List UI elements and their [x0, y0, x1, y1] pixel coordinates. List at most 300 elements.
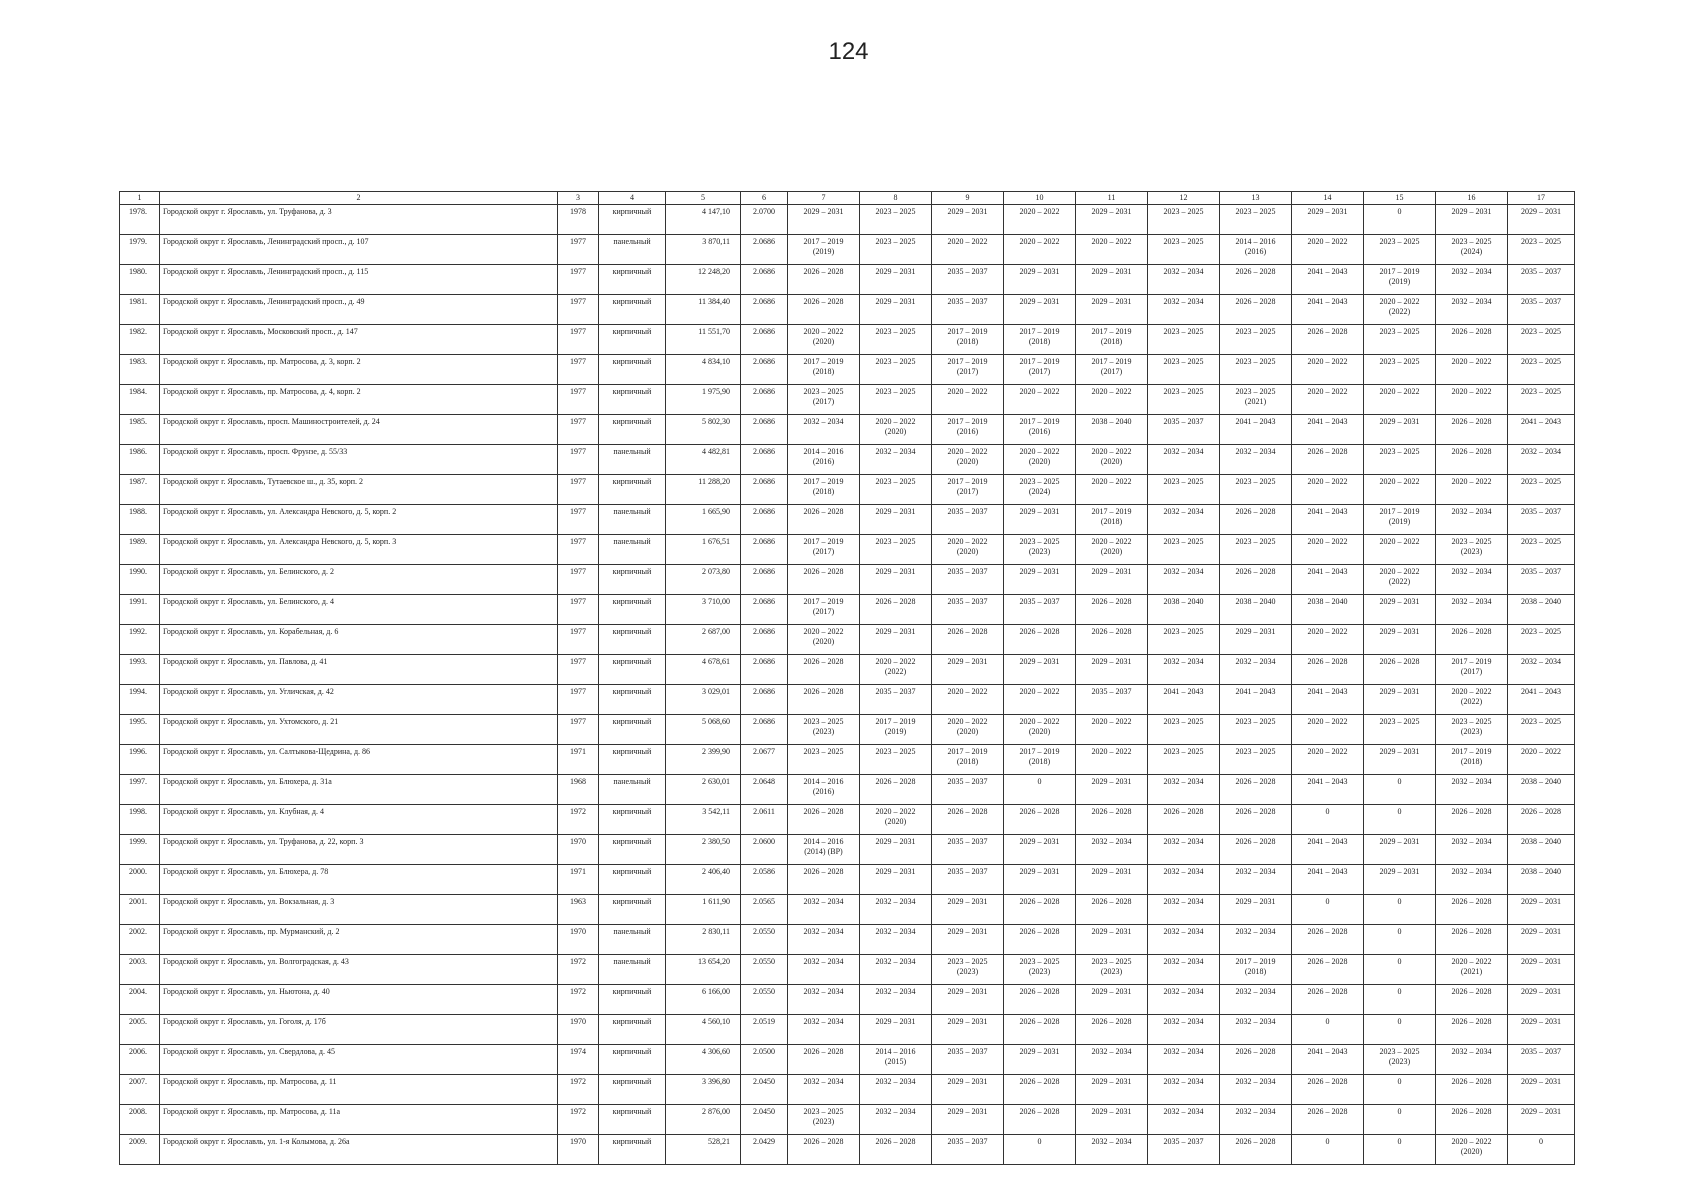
address-cell: Городской округ г. Ярославль, просп. Машиностроителей, д. 24: [160, 415, 558, 445]
table-row: [120, 1045, 1575, 1075]
repair-period-cell-col-13: 2023 – 2025: [1220, 535, 1292, 565]
repair-period-cell-col-9: 2035 – 2037: [932, 505, 1004, 535]
table-row: [120, 895, 1575, 925]
table-row: [120, 1015, 1575, 1045]
repair-period-cell-col-16: 2026 – 2028: [1436, 925, 1508, 955]
table-row: [120, 205, 1575, 235]
repair-period-cell-col-16: 2026 – 2028: [1436, 895, 1508, 925]
table-row: [120, 775, 1575, 805]
repair-period-cell-col-8: 2023 – 2025: [860, 745, 932, 775]
repair-period-cell-col-14: 2020 – 2022: [1292, 535, 1364, 565]
repair-period-cell-col-11: 2023 – 2025 (2023): [1076, 955, 1148, 985]
repair-period-cell-col-10: 2020 – 2022 (2020): [1004, 715, 1076, 745]
repair-period-cell-col-13: 2032 – 2034: [1220, 865, 1292, 895]
area-cell: 11 551,70: [666, 325, 741, 355]
repair-period-cell-col-11: 2038 – 2040: [1076, 415, 1148, 445]
repair-period-cell-col-14: 2038 – 2040: [1292, 595, 1364, 625]
repair-period-cell-col-8: 2020 – 2022 (2020): [860, 805, 932, 835]
repair-period-cell-col-10: 2029 – 2031: [1004, 655, 1076, 685]
repair-period-cell-col-17: 2029 – 2031: [1508, 205, 1575, 235]
repair-period-cell-col-15: 2023 – 2025: [1364, 235, 1436, 265]
area-cell: 4 560,10: [666, 1015, 741, 1045]
address-cell: Городской округ г. Ярославль, ул. Труфанова, д. 3: [160, 205, 558, 235]
table-row: [120, 505, 1575, 535]
repair-period-cell-col-12: 2023 – 2025: [1148, 745, 1220, 775]
repair-period-cell-col-11: 2029 – 2031: [1076, 565, 1148, 595]
area-cell: 2 073,80: [666, 565, 741, 595]
row-number-cell: 1980.: [120, 265, 160, 295]
repair-period-cell-col-7: 2014 – 2016 (2016): [788, 775, 860, 805]
repair-period-cell-col-12: 2023 – 2025: [1148, 715, 1220, 745]
address-cell: Городской округ г. Ярославль, ул. Корабельная, д. 6: [160, 625, 558, 655]
repair-period-cell-col-12: 2032 – 2034: [1148, 295, 1220, 325]
coefficient-cell: 2.0611: [741, 805, 788, 835]
wall-material-cell: кирпичный: [599, 1015, 666, 1045]
repair-period-cell-col-15: 2029 – 2031: [1364, 745, 1436, 775]
repair-period-cell-col-8: 2029 – 2031: [860, 295, 932, 325]
coefficient-cell: 2.0686: [741, 445, 788, 475]
repair-period-cell-col-16: 2026 – 2028: [1436, 1075, 1508, 1105]
year-built-cell: 1970: [558, 835, 599, 865]
coefficient-cell: 2.0686: [741, 475, 788, 505]
address-cell: Городской округ г. Ярославль, ул. Ухтомского, д. 21: [160, 715, 558, 745]
repair-period-cell-col-9: 2029 – 2031: [932, 985, 1004, 1015]
year-built-cell: 1974: [558, 1045, 599, 1075]
repair-period-cell-col-13: 2026 – 2028: [1220, 505, 1292, 535]
wall-material-cell: панельный: [599, 775, 666, 805]
repair-period-cell-col-17: 2029 – 2031: [1508, 955, 1575, 985]
row-number-cell: 2009.: [120, 1135, 160, 1165]
repair-period-cell-col-8: 2023 – 2025: [860, 235, 932, 265]
repair-period-cell-col-17: 2023 – 2025: [1508, 325, 1575, 355]
repair-period-cell-col-15: 0: [1364, 775, 1436, 805]
repair-period-cell-col-15: 0: [1364, 1015, 1436, 1045]
wall-material-cell: панельный: [599, 445, 666, 475]
repair-period-cell-col-17: 2023 – 2025: [1508, 535, 1575, 565]
repair-period-cell-col-7: 2017 – 2019 (2017): [788, 595, 860, 625]
column-header-3: 3: [558, 192, 599, 205]
repair-period-cell-col-15: 2029 – 2031: [1364, 835, 1436, 865]
repair-period-cell-col-10: 2023 – 2025 (2023): [1004, 535, 1076, 565]
repair-period-cell-col-16: 2020 – 2022 (2020): [1436, 1135, 1508, 1165]
repair-period-cell-col-17: 2038 – 2040: [1508, 775, 1575, 805]
table-row: [120, 415, 1575, 445]
address-cell: Городской округ г. Ярославль, ул. Белинского, д. 2: [160, 565, 558, 595]
repair-period-cell-col-15: 2023 – 2025: [1364, 445, 1436, 475]
year-built-cell: 1970: [558, 1135, 599, 1165]
repair-period-cell-col-16: 2020 – 2022 (2022): [1436, 685, 1508, 715]
coefficient-cell: 2.0450: [741, 1105, 788, 1135]
column-header-7: 7: [788, 192, 860, 205]
area-cell: 1 975,90: [666, 385, 741, 415]
area-cell: 528,21: [666, 1135, 741, 1165]
repair-period-cell-col-11: 2035 – 2037: [1076, 685, 1148, 715]
year-built-cell: 1977: [558, 325, 599, 355]
repair-period-cell-col-16: 2020 – 2022: [1436, 385, 1508, 415]
year-built-cell: 1972: [558, 955, 599, 985]
repair-period-cell-col-11: 2026 – 2028: [1076, 805, 1148, 835]
year-built-cell: 1977: [558, 265, 599, 295]
wall-material-cell: кирпичный: [599, 1135, 666, 1165]
area-cell: 2 830,11: [666, 925, 741, 955]
repair-period-cell-col-12: 2032 – 2034: [1148, 265, 1220, 295]
repair-period-cell-col-13: 2032 – 2034: [1220, 1105, 1292, 1135]
address-cell: Городской округ г. Ярославль, ул. Вокзальная, д. 3: [160, 895, 558, 925]
coefficient-cell: 2.0686: [741, 235, 788, 265]
repair-period-cell-col-11: 2029 – 2031: [1076, 1105, 1148, 1135]
repair-period-cell-col-8: 2023 – 2025: [860, 205, 932, 235]
repair-period-cell-col-12: 2038 – 2040: [1148, 595, 1220, 625]
repair-period-cell-col-8: 2026 – 2028: [860, 1135, 932, 1165]
repair-period-cell-col-15: 0: [1364, 955, 1436, 985]
repair-period-cell-col-7: 2026 – 2028: [788, 865, 860, 895]
repair-period-cell-col-14: 2020 – 2022: [1292, 625, 1364, 655]
repair-period-cell-col-7: 2032 – 2034: [788, 895, 860, 925]
coefficient-cell: 2.0519: [741, 1015, 788, 1045]
repair-period-cell-col-13: 2032 – 2034: [1220, 1075, 1292, 1105]
repair-period-cell-col-17: 2029 – 2031: [1508, 1075, 1575, 1105]
repair-period-cell-col-7: 2026 – 2028: [788, 655, 860, 685]
repair-period-cell-col-9: 2020 – 2022 (2020): [932, 445, 1004, 475]
area-cell: 2 630,01: [666, 775, 741, 805]
wall-material-cell: кирпичный: [599, 865, 666, 895]
repair-period-cell-col-14: 2026 – 2028: [1292, 325, 1364, 355]
repair-period-cell-col-13: 2032 – 2034: [1220, 1015, 1292, 1045]
repair-period-cell-col-11: 2020 – 2022 (2020): [1076, 445, 1148, 475]
repair-period-cell-col-7: 2017 – 2019 (2017): [788, 535, 860, 565]
coefficient-cell: 2.0686: [741, 505, 788, 535]
repair-period-cell-col-9: 2017 – 2019 (2018): [932, 325, 1004, 355]
repair-period-cell-col-8: 2026 – 2028: [860, 775, 932, 805]
wall-material-cell: кирпичный: [599, 625, 666, 655]
address-cell: Городской округ г. Ярославль, ул. Труфанова, д. 22, корп. 3: [160, 835, 558, 865]
repair-period-cell-col-14: 2026 – 2028: [1292, 985, 1364, 1015]
repair-period-cell-col-7: 2026 – 2028: [788, 1135, 860, 1165]
repair-period-cell-col-11: 2020 – 2022: [1076, 385, 1148, 415]
column-header-12: 12: [1148, 192, 1220, 205]
table-row: [120, 1075, 1575, 1105]
repair-period-cell-col-15: 2017 – 2019 (2019): [1364, 265, 1436, 295]
repair-period-cell-col-10: 2020 – 2022: [1004, 685, 1076, 715]
repair-period-cell-col-12: 2032 – 2034: [1148, 1045, 1220, 1075]
repair-period-cell-col-16: 2032 – 2034: [1436, 295, 1508, 325]
repair-period-cell-col-13: 2041 – 2043: [1220, 415, 1292, 445]
coefficient-cell: 2.0686: [741, 295, 788, 325]
row-number-cell: 1978.: [120, 205, 160, 235]
repair-period-cell-col-16: 2020 – 2022: [1436, 475, 1508, 505]
area-cell: 3 542,11: [666, 805, 741, 835]
repair-period-cell-col-9: 2029 – 2031: [932, 925, 1004, 955]
repair-period-cell-col-9: 2029 – 2031: [932, 1075, 1004, 1105]
repair-period-cell-col-10: 2026 – 2028: [1004, 1105, 1076, 1135]
year-built-cell: 1977: [558, 385, 599, 415]
repair-period-cell-col-9: 2029 – 2031: [932, 895, 1004, 925]
repair-period-cell-col-17: 2020 – 2022: [1508, 745, 1575, 775]
column-header-14: 14: [1292, 192, 1364, 205]
year-built-cell: 1970: [558, 925, 599, 955]
repair-period-cell-col-13: 2038 – 2040: [1220, 595, 1292, 625]
repair-period-cell-col-15: 0: [1364, 1105, 1436, 1135]
row-number-cell: 2002.: [120, 925, 160, 955]
wall-material-cell: кирпичный: [599, 205, 666, 235]
address-cell: Городской округ г. Ярославль, пр. Матросова, д. 11а: [160, 1105, 558, 1135]
coefficient-cell: 2.0686: [741, 625, 788, 655]
year-built-cell: 1977: [558, 625, 599, 655]
year-built-cell: 1963: [558, 895, 599, 925]
repair-period-cell-col-13: 2029 – 2031: [1220, 625, 1292, 655]
address-cell: Городской округ г. Ярославль, пр. Матросова, д. 11: [160, 1075, 558, 1105]
repair-period-cell-col-15: 2020 – 2022: [1364, 385, 1436, 415]
repair-period-cell-col-13: 2026 – 2028: [1220, 835, 1292, 865]
address-cell: Городской округ г. Ярославль, ул. Александра Невского, д. 5, корп. 3: [160, 535, 558, 565]
repair-period-cell-col-13: 2026 – 2028: [1220, 1135, 1292, 1165]
row-number-cell: 2004.: [120, 985, 160, 1015]
column-header-1: 1: [120, 192, 160, 205]
table-row: [120, 715, 1575, 745]
repair-period-cell-col-10: 2026 – 2028: [1004, 985, 1076, 1015]
repair-period-cell-col-8: 2029 – 2031: [860, 625, 932, 655]
repair-period-cell-col-16: 2032 – 2034: [1436, 835, 1508, 865]
repair-period-cell-col-16: 2026 – 2028: [1436, 1015, 1508, 1045]
repair-period-cell-col-14: 2041 – 2043: [1292, 415, 1364, 445]
column-header-15: 15: [1364, 192, 1436, 205]
repair-period-cell-col-10: 2017 – 2019 (2018): [1004, 745, 1076, 775]
repair-period-cell-col-7: 2014 – 2016 (2016): [788, 445, 860, 475]
repair-period-cell-col-15: 0: [1364, 895, 1436, 925]
area-cell: 2 876,00: [666, 1105, 741, 1135]
address-cell: Городской округ г. Ярославль, ул. Клубная, д. 4: [160, 805, 558, 835]
year-built-cell: 1977: [558, 475, 599, 505]
repair-period-cell-col-15: 2026 – 2028: [1364, 655, 1436, 685]
coefficient-cell: 2.0686: [741, 355, 788, 385]
repair-period-cell-col-13: 2023 – 2025: [1220, 745, 1292, 775]
repair-period-cell-col-10: 2029 – 2031: [1004, 565, 1076, 595]
repair-period-cell-col-11: 2020 – 2022: [1076, 475, 1148, 505]
repair-period-cell-col-10: 0: [1004, 775, 1076, 805]
repair-period-cell-col-9: 2017 – 2019 (2016): [932, 415, 1004, 445]
repair-period-cell-col-14: 2041 – 2043: [1292, 1045, 1364, 1075]
repair-period-cell-col-10: 2023 – 2025 (2024): [1004, 475, 1076, 505]
repair-period-cell-col-15: 2020 – 2022 (2022): [1364, 565, 1436, 595]
repair-period-cell-col-16: 2032 – 2034: [1436, 775, 1508, 805]
repair-period-cell-col-9: 2026 – 2028: [932, 805, 1004, 835]
repair-period-cell-col-8: 2023 – 2025: [860, 475, 932, 505]
repair-period-cell-col-11: 2029 – 2031: [1076, 985, 1148, 1015]
table-row: [120, 595, 1575, 625]
repair-period-cell-col-8: 2032 – 2034: [860, 955, 932, 985]
repair-period-cell-col-14: 2020 – 2022: [1292, 235, 1364, 265]
repair-period-cell-col-11: 2029 – 2031: [1076, 1075, 1148, 1105]
repair-period-cell-col-11: 2032 – 2034: [1076, 1135, 1148, 1165]
repair-period-cell-col-10: 2029 – 2031: [1004, 835, 1076, 865]
year-built-cell: 1972: [558, 1105, 599, 1135]
repair-period-cell-col-14: 2020 – 2022: [1292, 745, 1364, 775]
repair-period-cell-col-16: 2017 – 2019 (2017): [1436, 655, 1508, 685]
row-number-cell: 2007.: [120, 1075, 160, 1105]
repair-period-cell-col-8: 2029 – 2031: [860, 1015, 932, 1045]
repair-period-cell-col-16: 2023 – 2025 (2023): [1436, 535, 1508, 565]
row-number-cell: 1979.: [120, 235, 160, 265]
row-number-cell: 2001.: [120, 895, 160, 925]
wall-material-cell: кирпичный: [599, 895, 666, 925]
area-cell: 1 676,51: [666, 535, 741, 565]
address-cell: Городской округ г. Ярославль, пр. Мурманский, д. 2: [160, 925, 558, 955]
repair-period-cell-col-12: 2023 – 2025: [1148, 475, 1220, 505]
row-number-cell: 1985.: [120, 415, 160, 445]
repair-period-cell-col-17: 0: [1508, 1135, 1575, 1165]
address-cell: Городской округ г. Ярославль, ул. Павлова, д. 41: [160, 655, 558, 685]
row-number-cell: 1993.: [120, 655, 160, 685]
repair-period-cell-col-12: 2032 – 2034: [1148, 1075, 1220, 1105]
repair-period-cell-col-17: 2035 – 2037: [1508, 1045, 1575, 1075]
repair-period-cell-col-7: 2023 – 2025 (2023): [788, 1105, 860, 1135]
repair-period-cell-col-14: 2041 – 2043: [1292, 865, 1364, 895]
row-number-cell: 1999.: [120, 835, 160, 865]
repair-period-cell-col-16: 2026 – 2028: [1436, 1105, 1508, 1135]
wall-material-cell: панельный: [599, 535, 666, 565]
repair-period-cell-col-11: 2029 – 2031: [1076, 205, 1148, 235]
row-number-cell: 1990.: [120, 565, 160, 595]
repair-period-cell-col-17: 2023 – 2025: [1508, 715, 1575, 745]
repair-period-cell-col-11: 2026 – 2028: [1076, 895, 1148, 925]
repair-period-cell-col-16: 2023 – 2025 (2024): [1436, 235, 1508, 265]
repair-period-cell-col-17: 2032 – 2034: [1508, 655, 1575, 685]
wall-material-cell: кирпичный: [599, 595, 666, 625]
row-number-cell: 1996.: [120, 745, 160, 775]
repair-period-cell-col-10: 2029 – 2031: [1004, 865, 1076, 895]
repair-period-cell-col-14: 0: [1292, 1015, 1364, 1045]
year-built-cell: 1977: [558, 685, 599, 715]
address-cell: Городской округ г. Ярославль, ул. Гоголя, д. 17б: [160, 1015, 558, 1045]
repair-period-cell-col-12: 2032 – 2034: [1148, 895, 1220, 925]
row-number-cell: 1991.: [120, 595, 160, 625]
area-cell: 4 678,61: [666, 655, 741, 685]
repair-period-cell-col-14: 2020 – 2022: [1292, 715, 1364, 745]
repair-period-cell-col-12: 2032 – 2034: [1148, 565, 1220, 595]
repair-period-cell-col-17: 2029 – 2031: [1508, 895, 1575, 925]
address-cell: Городской округ г. Ярославль, ул. Блюхера, д. 31а: [160, 775, 558, 805]
column-header-16: 16: [1436, 192, 1508, 205]
repair-period-cell-col-13: 2023 – 2025 (2021): [1220, 385, 1292, 415]
area-cell: 2 687,00: [666, 625, 741, 655]
repair-period-cell-col-7: 2023 – 2025 (2017): [788, 385, 860, 415]
coefficient-cell: 2.0429: [741, 1135, 788, 1165]
table-row: [120, 655, 1575, 685]
year-built-cell: 1977: [558, 505, 599, 535]
repair-period-cell-col-16: 2020 – 2022 (2021): [1436, 955, 1508, 985]
repair-period-cell-col-9: 2035 – 2037: [932, 1045, 1004, 1075]
repair-period-cell-col-7: 2020 – 2022 (2020): [788, 625, 860, 655]
repair-period-cell-col-15: 2029 – 2031: [1364, 595, 1436, 625]
column-header-17: 17: [1508, 192, 1575, 205]
year-built-cell: 1977: [558, 595, 599, 625]
repair-period-cell-col-10: 2029 – 2031: [1004, 295, 1076, 325]
repair-period-cell-col-13: 2032 – 2034: [1220, 925, 1292, 955]
coefficient-cell: 2.0686: [741, 595, 788, 625]
repair-period-cell-col-13: 2023 – 2025: [1220, 325, 1292, 355]
address-cell: Городской округ г. Ярославль, просп. Фрунзе, д. 55/33: [160, 445, 558, 475]
repair-period-cell-col-8: 2035 – 2037: [860, 685, 932, 715]
year-built-cell: 1977: [558, 715, 599, 745]
repair-period-cell-col-17: 2038 – 2040: [1508, 865, 1575, 895]
wall-material-cell: панельный: [599, 925, 666, 955]
repair-period-cell-col-12: 2023 – 2025: [1148, 535, 1220, 565]
repair-period-cell-col-7: 2026 – 2028: [788, 565, 860, 595]
repair-period-cell-col-12: 2035 – 2037: [1148, 415, 1220, 445]
row-number-cell: 1997.: [120, 775, 160, 805]
year-built-cell: 1977: [558, 655, 599, 685]
repair-period-cell-col-17: 2023 – 2025: [1508, 385, 1575, 415]
table-row: [120, 385, 1575, 415]
repair-period-cell-col-17: 2026 – 2028: [1508, 805, 1575, 835]
repair-period-cell-col-16: 2026 – 2028: [1436, 805, 1508, 835]
repair-period-cell-col-12: 2023 – 2025: [1148, 235, 1220, 265]
repair-period-cell-col-13: 2023 – 2025: [1220, 205, 1292, 235]
table-row: [120, 355, 1575, 385]
year-built-cell: 1968: [558, 775, 599, 805]
repair-period-cell-col-11: 2017 – 2019 (2018): [1076, 325, 1148, 355]
repair-period-cell-col-7: 2014 – 2016 (2014) (ВР): [788, 835, 860, 865]
table-row: [120, 445, 1575, 475]
repair-period-cell-col-12: 2035 – 2037: [1148, 1135, 1220, 1165]
row-number-cell: 2005.: [120, 1015, 160, 1045]
repair-period-cell-col-16: 2032 – 2034: [1436, 865, 1508, 895]
repair-period-cell-col-10: 2017 – 2019 (2016): [1004, 415, 1076, 445]
repair-period-cell-col-8: 2032 – 2034: [860, 1075, 932, 1105]
repair-period-cell-col-16: 2032 – 2034: [1436, 265, 1508, 295]
repair-period-cell-col-13: 2026 – 2028: [1220, 805, 1292, 835]
row-number-cell: 1984.: [120, 385, 160, 415]
repair-period-cell-col-14: 2041 – 2043: [1292, 835, 1364, 865]
coefficient-cell: 2.0550: [741, 925, 788, 955]
repair-period-cell-col-12: 2023 – 2025: [1148, 625, 1220, 655]
column-header-11: 11: [1076, 192, 1148, 205]
table-row: [120, 265, 1575, 295]
repair-period-cell-col-11: 2020 – 2022: [1076, 745, 1148, 775]
repair-period-cell-col-11: 2029 – 2031: [1076, 295, 1148, 325]
repair-period-cell-col-11: 2029 – 2031: [1076, 265, 1148, 295]
repair-period-cell-col-13: 2017 – 2019 (2018): [1220, 955, 1292, 985]
repair-period-cell-col-15: 2020 – 2022: [1364, 535, 1436, 565]
repair-period-cell-col-8: 2023 – 2025: [860, 355, 932, 385]
row-number-cell: 2003.: [120, 955, 160, 985]
repair-period-cell-col-8: 2023 – 2025: [860, 385, 932, 415]
repair-period-cell-col-17: 2023 – 2025: [1508, 625, 1575, 655]
repair-period-cell-col-16: 2026 – 2028: [1436, 445, 1508, 475]
table-body: [120, 205, 1575, 1165]
repair-period-cell-col-11: 2017 – 2019 (2018): [1076, 505, 1148, 535]
table-row: [120, 955, 1575, 985]
repair-period-cell-col-7: 2029 – 2031: [788, 205, 860, 235]
repair-period-cell-col-13: 2023 – 2025: [1220, 715, 1292, 745]
address-cell: Городской округ г. Ярославль, ул. Салтыкова-Щедрина, д. 86: [160, 745, 558, 775]
repair-period-cell-col-7: 2026 – 2028: [788, 805, 860, 835]
repair-period-cell-col-8: 2020 – 2022 (2020): [860, 415, 932, 445]
row-number-cell: 1982.: [120, 325, 160, 355]
repair-period-cell-col-14: 0: [1292, 1135, 1364, 1165]
repair-period-cell-col-12: 2032 – 2034: [1148, 925, 1220, 955]
repair-period-cell-col-12: 2032 – 2034: [1148, 955, 1220, 985]
repair-period-cell-col-9: 2035 – 2037: [932, 295, 1004, 325]
repair-period-cell-col-12: 2032 – 2034: [1148, 985, 1220, 1015]
repair-period-cell-col-15: 2029 – 2031: [1364, 685, 1436, 715]
repair-period-cell-col-12: 2032 – 2034: [1148, 1015, 1220, 1045]
year-built-cell: 1971: [558, 865, 599, 895]
repair-period-cell-col-10: 2029 – 2031: [1004, 1045, 1076, 1075]
area-cell: 4 482,81: [666, 445, 741, 475]
repair-period-cell-col-14: 2020 – 2022: [1292, 385, 1364, 415]
table-row: [120, 835, 1575, 865]
